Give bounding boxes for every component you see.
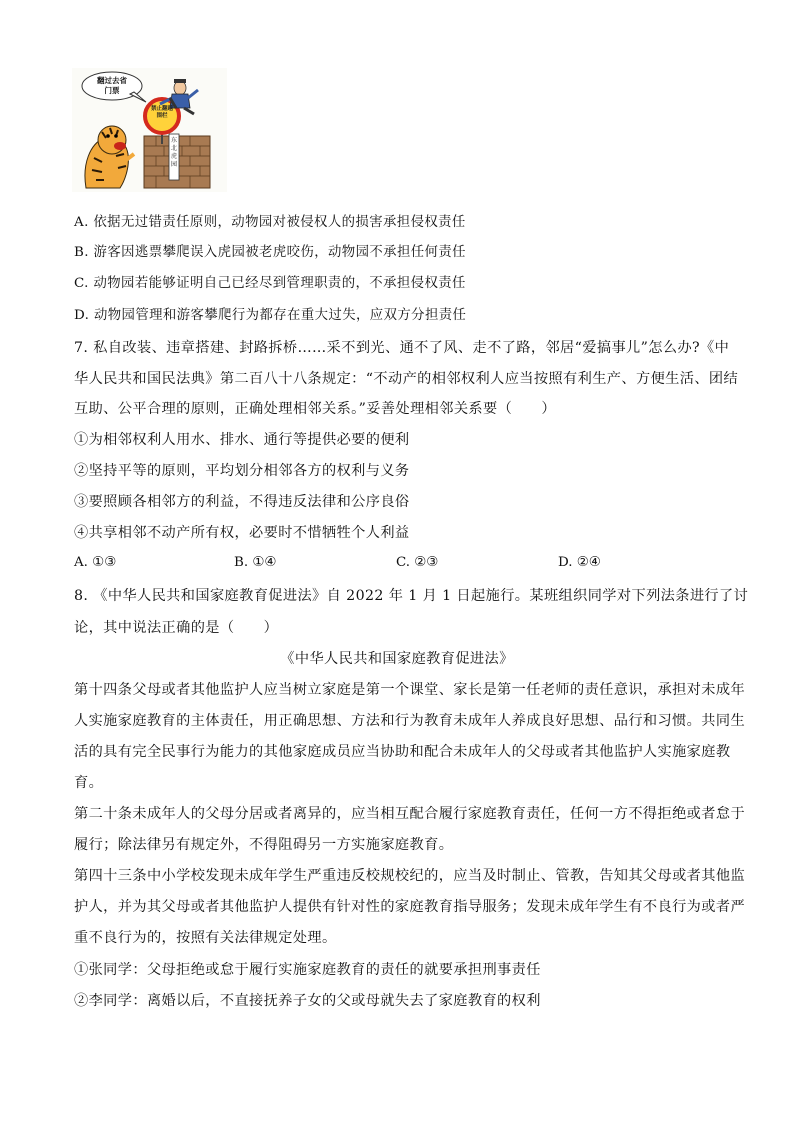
- q6-option-b: B. 游客因逃票攀爬误入虎园被老虎咬伤，动物园不承担任何责任: [74, 245, 466, 260]
- law-article-line: 育。: [74, 775, 104, 791]
- q7-choices: [74, 555, 634, 575]
- law-article-line: 第二十条未成年人的父母分居或者离异的，应当相互配合履行家庭教育责任，任何一方不得拒绝或者怠于: [74, 806, 746, 822]
- q8-stem-line-2: 论，其中说法正确的是（ ）: [74, 620, 279, 636]
- law-article-line: 护人，并为其父母或者其他监护人提供有针对性的家庭教育指导服务；发现未成年学生有不良行为或者严: [74, 899, 746, 915]
- law-article-line: 第四十三条中小学校发现未成年学生严重违反校规校纪的，应当及时制止、管教，告知其父母或者其他监: [74, 868, 746, 884]
- q7-choice-a[interactable]: A. ①③: [74, 555, 117, 570]
- q7-statement-4: ④共享相邻不动产所有权，必要时不惜牺牲个人利益: [74, 525, 410, 541]
- q6-option-a: A. 依据无过错责任原则，动物园对被侵权人的损害承担侵权责任: [74, 215, 466, 230]
- law-article-line: 重不良行为的，按照有关法律规定处理。: [74, 930, 337, 946]
- q6-option-d: D. 动物园管理和游客攀爬行为都存在重大过失，应双方分担责任: [74, 308, 467, 323]
- q7-choice-d[interactable]: D. ②④: [558, 555, 601, 570]
- q7-stem-line-2: 华人民共和国民法典》第二百八十八条规定：“不动产的相邻权利人应当按照有利生产、方便生活、团结: [74, 371, 739, 387]
- law-article-line: 第十四条父母或者其他监护人应当树立家庭是第一个课堂、家长是第一任老师的责任意识，承担对未成年: [74, 682, 746, 698]
- q7-stem-line-3: 互助、公平合理的原则，正确处理相邻关系。”妥善处理相邻关系要（ ）: [74, 401, 556, 417]
- q7-statement-2: ②坚持平等的原则，平均划分相邻各方的权利与义务: [74, 463, 410, 479]
- zoo-plaque-text: 东北虎园: [170, 137, 177, 168]
- q8-statement-1: ①张同学：父母拒绝或怠于履行实施家庭教育的责任的就要承担刑事责任: [74, 962, 541, 978]
- law-article-line: 活的具有完全民事行为能力的其他家庭成员应当协助和配合未成年人的父母或者其他监护人实施家庭教: [74, 744, 731, 760]
- q7-statement-3: ③要照顾各相邻方的利益，不得违反法律和公序良俗: [74, 494, 410, 510]
- q6-option-c: C. 动物园若能够证明自己已经尽到管理职责的，不承担侵权责任: [74, 276, 466, 291]
- speech-bubble-text: 翻过去省门票: [97, 76, 127, 95]
- law-title: 《中华人民共和国家庭教育促进法》: [280, 651, 514, 667]
- q8-stem-line-1: 8. 《中华人民共和国家庭教育促进法》自 2022 年 1 月 1 日起施行。某班组织同学对下列法条进行了讨: [74, 588, 749, 604]
- law-article-line: 履行；除法律另有规定外，不得阻碍另一方实施家庭教育。: [74, 837, 454, 853]
- law-article-line: 人实施家庭教育的主体责任，用正确思想、方法和行为教育未成年人养成良好思想、品行和习惯。共同生: [74, 713, 746, 729]
- q7-choice-b[interactable]: B. ①④: [234, 555, 277, 570]
- sign-text: 禁止翻越围栏: [151, 106, 174, 119]
- q7-stem-line-1: 7. 私自改装、违章搭建、封路拆桥……采不到光、通不了风、走不了路，邻居“爱搞事儿”怎么办?《中: [74, 340, 730, 356]
- q7-statement-1: ①为相邻权利人用水、排水、通行等提供必要的便利: [74, 432, 410, 448]
- q8-statement-2: ②李同学：离婚以后，不直接抚养子女的父或母就失去了家庭教育的权利: [74, 993, 541, 1009]
- tiger: [85, 126, 134, 188]
- q7-choice-c[interactable]: C. ②③: [396, 555, 439, 570]
